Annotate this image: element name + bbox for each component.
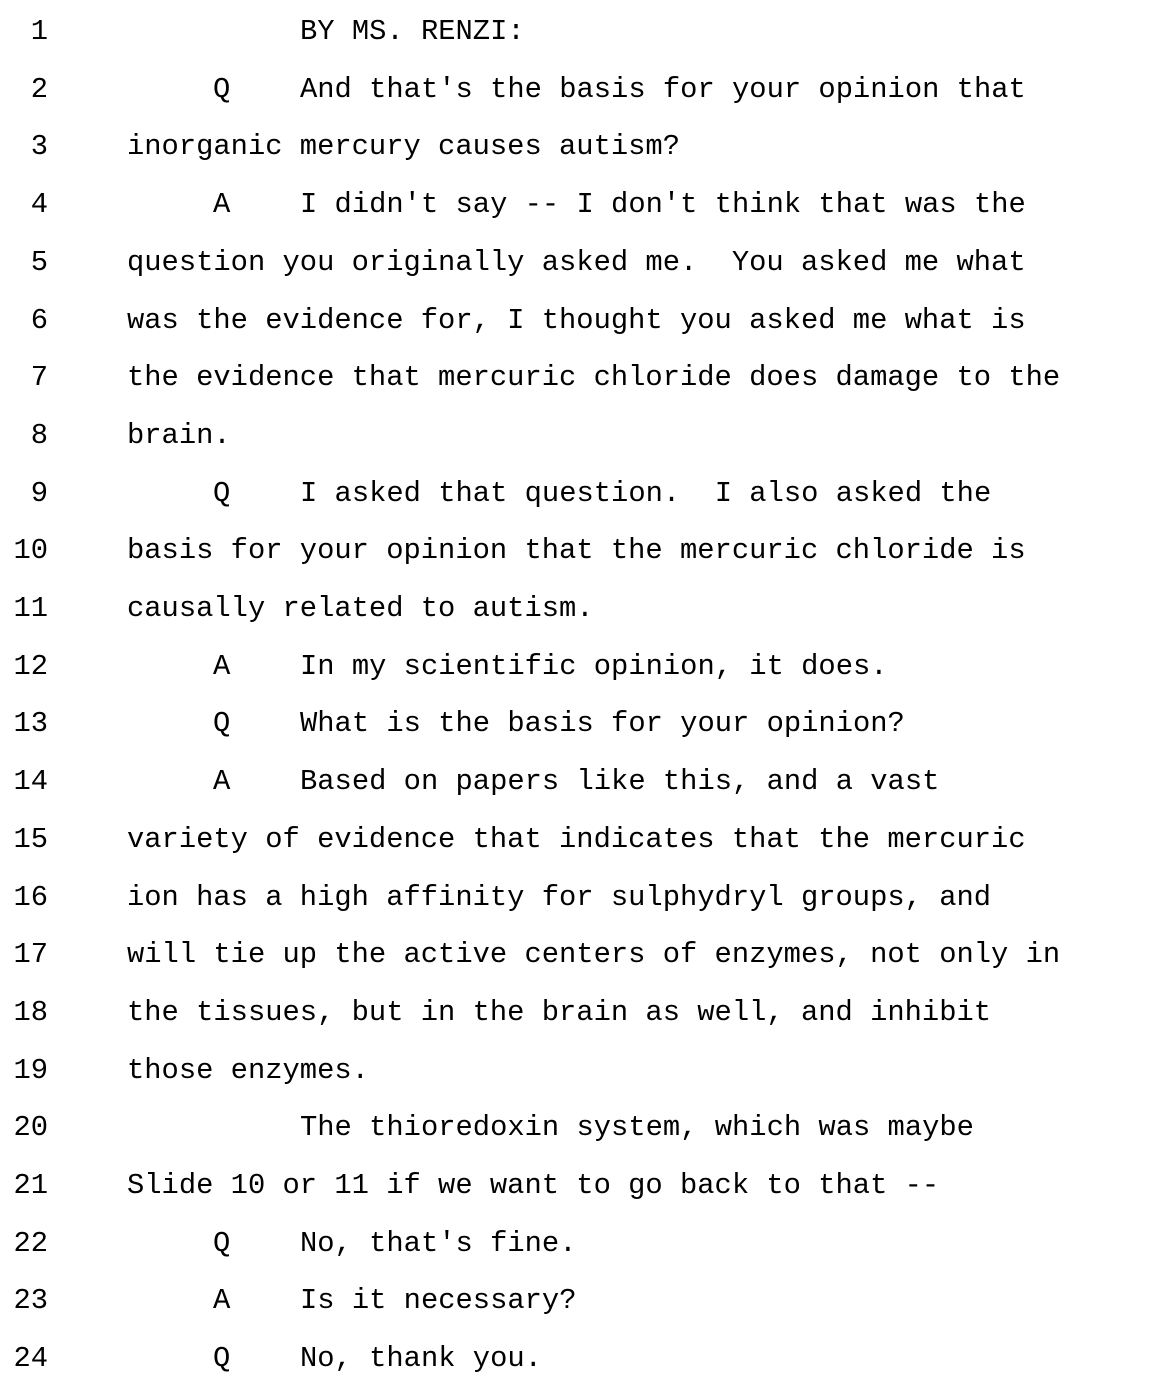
line-number: 7 <box>30 361 48 395</box>
transcript-line <box>0 822 1166 858</box>
transcript-line <box>0 476 1166 512</box>
line-text: was the evidence for, I thought you asked me what is <box>127 303 1026 337</box>
line-number: 1 <box>30 15 48 48</box>
line-text: I asked that question. I also asked the <box>300 476 992 510</box>
speaker-label: Q <box>213 1342 231 1376</box>
transcript-line <box>0 764 1166 800</box>
line-number: 5 <box>30 245 48 279</box>
transcript-line <box>0 187 1166 223</box>
transcript-line <box>0 360 1166 396</box>
transcript-line <box>0 1110 1166 1146</box>
line-number: 20 <box>13 1111 48 1145</box>
line-number: 13 <box>13 707 48 741</box>
line-text: inorganic mercury causes autism? <box>127 130 680 164</box>
line-number: 21 <box>13 1169 48 1202</box>
transcript-line <box>0 591 1166 627</box>
line-number: 10 <box>13 534 48 568</box>
transcript-line <box>0 937 1166 973</box>
speaker-label: A <box>213 188 231 222</box>
line-text: will tie up the active centers of enzymes, not only in <box>127 938 1061 972</box>
transcript-line <box>0 303 1166 339</box>
transcript-line <box>0 129 1166 165</box>
speaker-label: Q <box>213 1226 231 1260</box>
line-number: 24 <box>13 1342 48 1376</box>
transcript-line <box>0 418 1166 454</box>
transcript-line <box>0 72 1166 108</box>
speaker-label: A <box>213 1284 231 1318</box>
line-number: 9 <box>30 476 48 510</box>
line-text: the evidence that mercuric chloride does damage to the <box>127 361 1061 395</box>
line-number: 18 <box>13 995 48 1029</box>
transcript-line <box>0 995 1166 1031</box>
line-text: Is it necessary? <box>300 1284 577 1318</box>
line-number: 19 <box>13 1053 48 1087</box>
speaker-label: Q <box>213 72 231 106</box>
line-text: No, that's fine. <box>300 1226 577 1260</box>
line-number: 4 <box>30 188 48 222</box>
line-text: Based on papers like this, and a vast <box>300 765 940 799</box>
line-number: 15 <box>13 822 48 856</box>
transcript-line <box>0 706 1166 742</box>
speaker-label: A <box>213 765 231 799</box>
speaker-label: Q <box>213 476 231 510</box>
speaker-label: Q <box>213 707 231 741</box>
line-text: I didn't say -- I don't think that was the <box>300 188 1026 222</box>
line-text: brain. <box>127 418 231 452</box>
line-text: question you originally asked me. You asked me what <box>127 245 1026 279</box>
line-text: ion has a high affinity for sulphydryl groups, and <box>127 880 992 914</box>
line-text: The thioredoxin system, which was maybe <box>300 1111 974 1145</box>
transcript-line <box>0 533 1166 569</box>
line-text: those enzymes. <box>127 1053 369 1087</box>
line-number: 11 <box>13 592 48 625</box>
transcript-line <box>0 14 1166 50</box>
line-number: 2 <box>30 72 48 106</box>
line-number: 23 <box>13 1284 48 1318</box>
line-text: variety of evidence that indicates that the mercuric <box>127 822 1026 856</box>
transcript-line <box>0 1226 1166 1262</box>
transcript-line <box>0 1283 1166 1319</box>
line-text: Slide 10 or 11 if we want to go back to that -- <box>127 1169 940 1202</box>
line-text: the tissues, but in the brain as well, and inhibit <box>127 995 992 1029</box>
line-number: 14 <box>13 765 48 799</box>
transcript-line <box>0 1341 1166 1377</box>
speaker-label: A <box>213 649 231 683</box>
line-number: 22 <box>13 1226 48 1260</box>
line-number: 16 <box>13 880 48 914</box>
line-text: In my scientific opinion, it does. <box>300 649 888 683</box>
line-text: BY MS. RENZI: <box>300 15 525 48</box>
line-text: What is the basis for your opinion? <box>300 707 905 741</box>
transcript-line <box>0 649 1166 685</box>
transcript-line <box>0 1168 1166 1204</box>
line-text: And that's the basis for your opinion that <box>300 72 1026 106</box>
line-text: No, thank you. <box>300 1342 542 1376</box>
transcript-line <box>0 1053 1166 1089</box>
line-number: 8 <box>30 418 48 452</box>
line-text: causally related to autism. <box>127 592 594 625</box>
transcript-line <box>0 245 1166 281</box>
transcript-line <box>0 880 1166 916</box>
line-text: basis for your opinion that the mercuric chloride is <box>127 534 1026 568</box>
line-number: 12 <box>13 649 48 683</box>
line-number: 3 <box>30 130 48 164</box>
line-number: 17 <box>13 938 48 972</box>
line-number: 6 <box>30 303 48 337</box>
